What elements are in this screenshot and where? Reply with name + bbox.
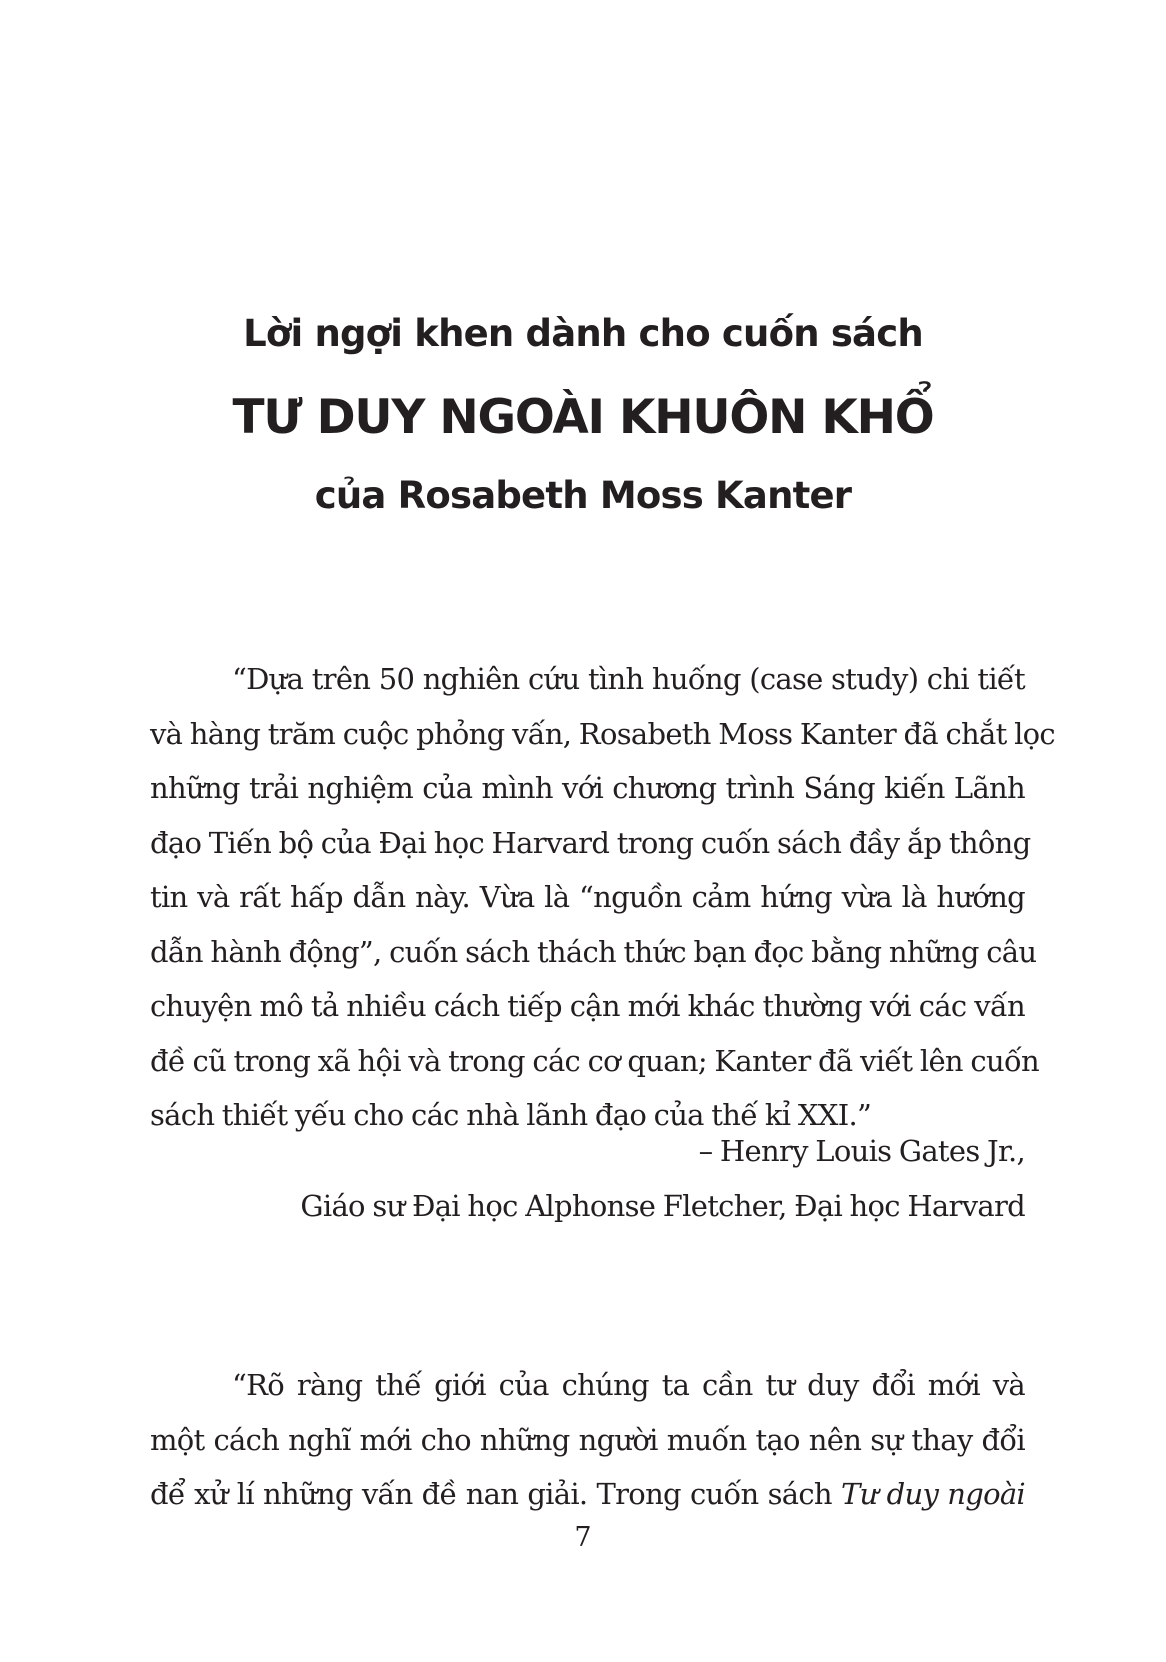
quote-2-line: một cách nghĩ mới cho những người muốn tạo nên sự thay đổi bbox=[150, 1422, 1025, 1457]
quote-paragraph-2 bbox=[150, 1358, 1025, 1522]
quote-1-line: “Dựa trên 50 nghiên cứu tình huống (case study) chi tiết bbox=[232, 662, 1025, 696]
book-author: của Rosabeth Moss Kanter bbox=[314, 474, 852, 517]
quote-2-line-3-text: để xử lí những vấn đề nan giải. Trong cuốn sách bbox=[150, 1477, 841, 1511]
quote-1-line: tin và rất hấp dẫn này. Vừa là “nguồn cảm hứng vừa là hướng bbox=[150, 880, 1025, 914]
quote-paragraph-1 bbox=[150, 652, 1055, 1143]
quote-1-author-title: Giáo sư Đại học Alphonse Fletcher, Đại học Harvard bbox=[300, 1189, 1025, 1223]
quote-1-line: và hàng trăm cuộc phỏng vấn, Rosabeth Moss Kanter đã chắt lọc bbox=[150, 716, 1055, 751]
praise-heading: Lời ngợi khen dành cho cuốn sách bbox=[243, 312, 923, 355]
quote-1-line: dẫn hành động”, cuốn sách thách thức bạn đọc bằng những câu bbox=[150, 934, 1037, 969]
quote-1-line: đề cũ trong xã hội và trong các cơ quan; Kanter đã viết lên cuốn bbox=[150, 1043, 1039, 1078]
quote-1-line: những trải nghiệm của mình với chương trình Sáng kiến Lãnh bbox=[150, 771, 1025, 805]
quote-2-line-3 bbox=[150, 1467, 1025, 1522]
quote-1-line: chuyện mô tả nhiều cách tiếp cận mới khác thường với các vấn bbox=[150, 989, 1025, 1023]
quote-2-line: “Rõ ràng thế giới của chúng ta cần tư duy đổi mới và bbox=[232, 1368, 1025, 1402]
quote-1-line: sách thiết yếu cho các nhà lãnh đạo của thế kỉ XXI.” bbox=[150, 1098, 872, 1132]
quote-1-line: đạo Tiến bộ của Đại học Harvard trong cuốn sách đầy ắp thông bbox=[150, 825, 1031, 860]
page-number: 7 bbox=[574, 1522, 592, 1553]
book-title-italic: Tư duy ngoài bbox=[840, 1477, 1025, 1511]
quote-1-author: – Henry Louis Gates Jr., bbox=[698, 1134, 1025, 1168]
book-title: TƯ DUY NGOÀI KHUÔN KHỔ bbox=[232, 390, 934, 445]
